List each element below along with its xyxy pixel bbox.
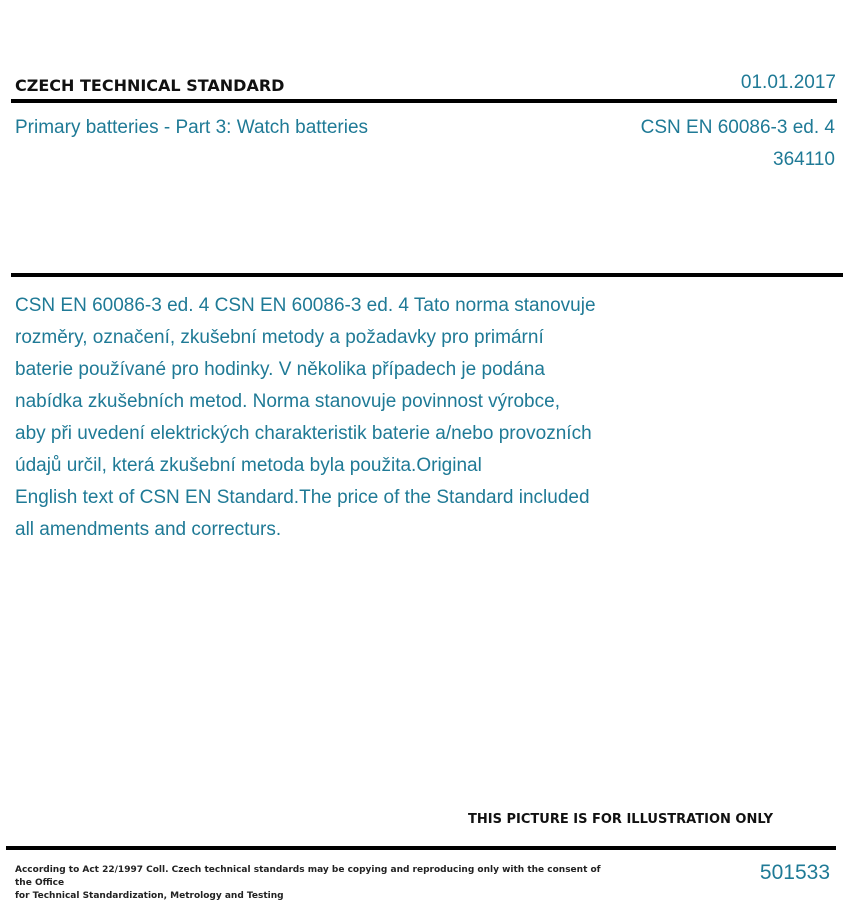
standard-code: CSN EN 60086-3 ed. 4 [640,117,835,138]
illustration-note: THIS PICTURE IS FOR ILLUSTRATION ONLY [468,812,773,827]
section-divider [11,273,843,277]
standard-title: Primary batteries - Part 3: Watch batteries [15,117,369,138]
standard-description: CSN EN 60086-3 ed. 4 CSN EN 60086-3 ed. 4 Tato norma stanovuje rozměry, označení, zkušební metody a požadavky pro primární baterie používané pro hodinky. V několika případech je podána nabídka zkušebních metod. Norma stanovuje povinnost výrobce, aby při uvedení elektrických charakteristik baterie a/nebo provozních údajů určil, která zkušební metoda byla použita.Original English text of CSN EN Standard.The price of the Standard included all amendments and correcturs. [15,295,596,540]
publication-date: 01.01.2017 [740,72,836,93]
header-divider [11,99,837,103]
document-number: 501533 [759,861,830,884]
legal-notice: According to Act 22/1997 Coll. Czech technical standards may be copying and reproducing only with the consent of the Office for Technical Standardization, Metrology and Testing [15,865,601,901]
catalog-number: 364110 [773,149,835,170]
document-type-label: CZECH TECHNICAL STANDARD [15,76,285,95]
footer-divider [6,846,836,850]
